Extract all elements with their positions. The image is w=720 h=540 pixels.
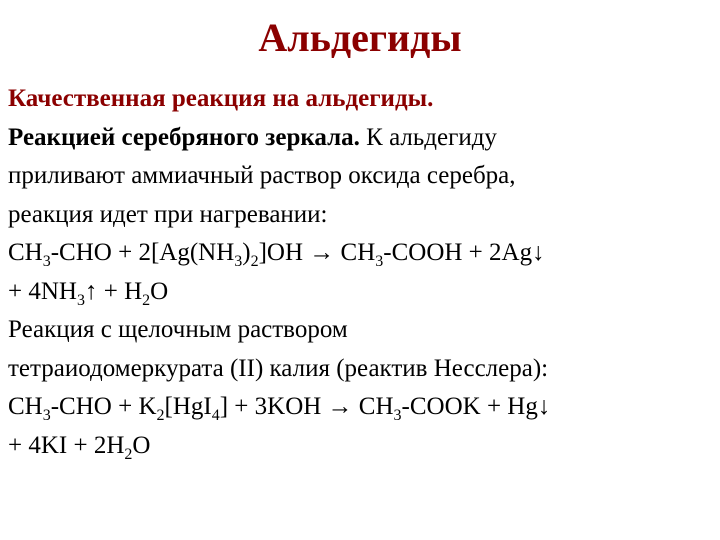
eq1-part: ) (242, 239, 251, 266)
eq2-subscript: 2 (124, 445, 133, 463)
eq1-part: ↑ + H (84, 277, 143, 305)
eq2-part: O (132, 431, 151, 459)
equation-2-line-2 (8, 427, 714, 466)
eq1-subscript: 2 (142, 291, 151, 309)
eq1-subscript: 3 (42, 253, 51, 270)
eq2-subscript: 3 (393, 407, 402, 424)
nessler-line-1: Реакция с щелочным раствором (8, 316, 348, 343)
eq1-part: -COOH + 2Ag↓ (383, 239, 545, 266)
eq1-subscript: 3 (234, 253, 243, 270)
equation-1-line-2 (8, 273, 714, 312)
eq2-part: [HgI (164, 393, 212, 420)
eq2-subscript: 3 (42, 407, 51, 424)
eq2-subscript: 4 (211, 407, 220, 424)
eq2-part: ] + 3KOH → CH (219, 393, 394, 420)
eq2-part: -COOK + Hg↓ (401, 393, 551, 420)
eq2-part: + 4KI + 2H (8, 431, 125, 459)
silver-mirror-line-1 (8, 119, 714, 158)
eq1-subscript: 3 (76, 291, 85, 309)
eq1-part: ]OH → CH (258, 239, 376, 266)
eq1-part: O (150, 277, 169, 305)
equation-2-line-1 (8, 388, 714, 427)
eq2-part: CH (8, 393, 43, 420)
eq1-subscript: 3 (375, 253, 384, 270)
eq1-part: CH (8, 239, 43, 266)
silver-mirror-line-3: реакция идет при нагревании: (8, 200, 328, 228)
slide-content (8, 80, 714, 465)
section-heading: Качественная реакция на альдегиды. (8, 85, 434, 112)
eq1-subscript: 2 (250, 253, 259, 270)
silver-mirror-lead: Реакцией серебряного зеркала. (8, 123, 360, 151)
silver-mirror-text-1: К альдегиду (359, 123, 497, 151)
eq1-part: -CHO + 2[Ag(NH (50, 239, 235, 266)
eq2-subscript: 2 (156, 407, 165, 424)
eq1-part: + 4NH (8, 277, 77, 305)
equation-1-line-1 (8, 234, 714, 273)
eq2-part: -CHO + K (50, 393, 157, 420)
nessler-line-2: тетраиодомеркурата (II) калия (реактив Несслера): (8, 354, 549, 382)
silver-mirror-line-2: приливают аммиачный раствор оксида серебра, (8, 162, 516, 189)
slide-title: Альдегиды (258, 15, 462, 60)
